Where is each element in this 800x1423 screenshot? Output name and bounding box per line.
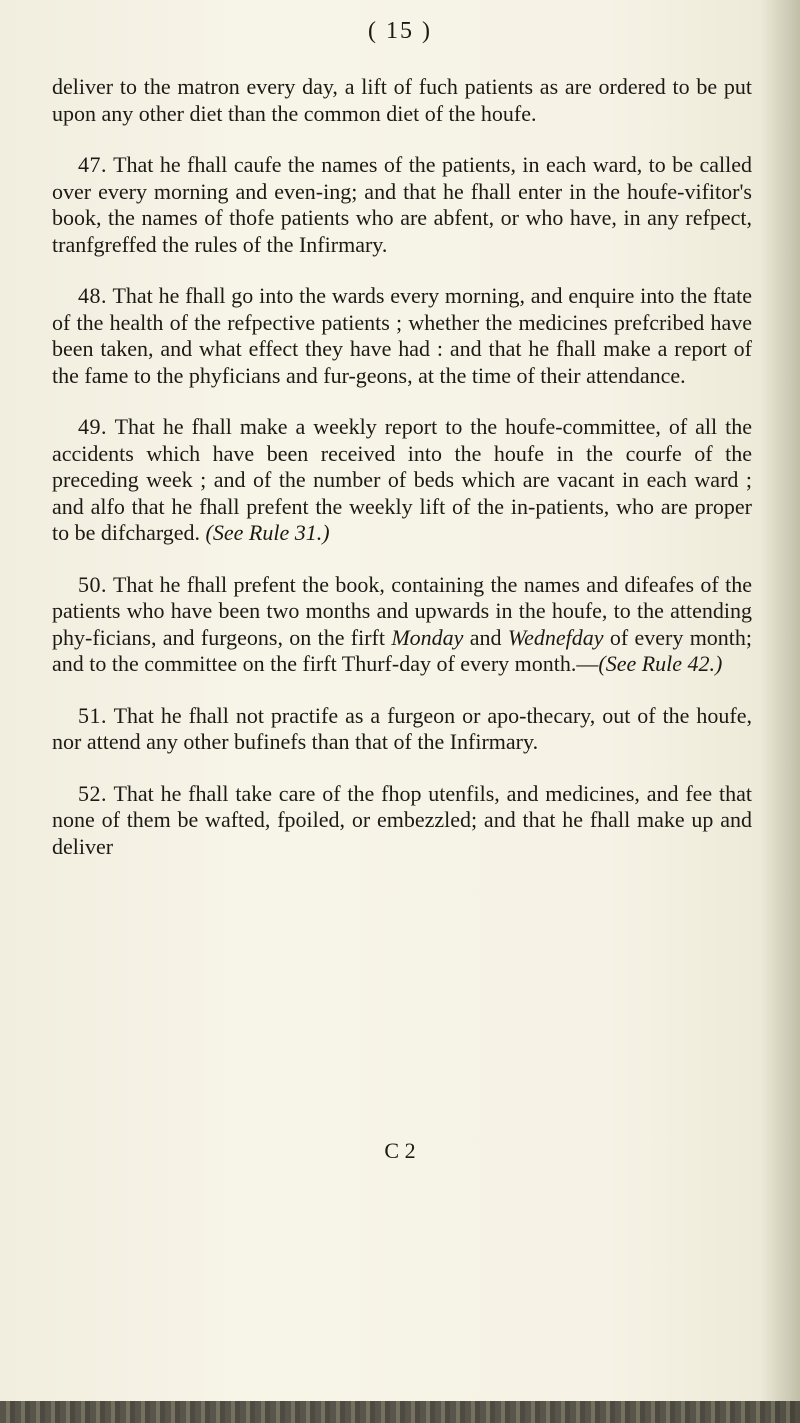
rule-reference: (See Rule 31.): [205, 520, 330, 545]
rule-number: 49.: [78, 414, 107, 439]
rule-text-continued: of every month; and to the committee on the firft Thurf-day of every month.—: [52, 624, 753, 676]
rule-51: [52, 703, 752, 756]
rule-text: That he fhall prefent the book, containing the names and difeafes of the patients who have been two months and upwards in the houfe, to the attending phy-ficians, and furgeons, on the firft: [52, 571, 752, 650]
rule-number: 47.: [78, 152, 107, 177]
rule-52: [52, 781, 752, 861]
rule-text: That he fhall take care of the fhop utenfils, and medicines, and fee that none of them be wafted, fpoiled, or embezzled; and that he fhall make up and deliver: [52, 780, 752, 859]
body-text: [52, 74, 752, 885]
page-bottom-edge: [0, 1401, 800, 1423]
page-number: ( 15 ): [368, 18, 432, 44]
rule-48: [52, 283, 752, 389]
rule-number: 52.: [78, 780, 107, 806]
rule-47: [52, 152, 752, 258]
rule-reference: (See Rule 42.): [598, 651, 723, 676]
rule-text: That he fhall not practife as a furgeon or apo-thecary, out of the houfe, nor attend any other bufinefs than that of the Infirmary.: [52, 702, 753, 754]
binding-gutter: [760, 0, 800, 1423]
rule-49: [52, 414, 752, 547]
day-wednesday: Wednefday: [507, 624, 604, 650]
rule-number: 48.: [78, 283, 107, 308]
rule-number: 51.: [78, 702, 107, 728]
continuation-paragraph: deliver to the matron every day, a lift of fuch patients as are ordered to be put upon any other diet than the common diet of the houfe.: [52, 74, 752, 126]
signature-mark: C 2: [384, 1138, 416, 1163]
rule-text: That he fhall make a weekly report to the houfe-committee, of all the accidents which have been received into the houfe in the courfe of the preceding week ; and of the number of beds which are vacant in each ward ; and alfo that he fhall prefent the weekly lift of the in-patients, who are proper to be difcharged.: [52, 414, 752, 545]
day-monday: Monday: [391, 624, 464, 650]
rule-number: 50.: [78, 571, 107, 597]
rule-text: That he fhall caufe the names of the patients, in each ward, to be called over every morning and even-ing; and that he fhall enter in the houfe-vifitor's book, the names of thofe patients who are abfent, or who have, in any refpect, tranfgreffed the rules of the Infirmary.: [52, 152, 752, 257]
rule-50: [52, 572, 752, 678]
rule-text: That he fhall go into the wards every morning, and enquire into the ftate of the health of the refpective patients ; whether the medicines prefcribed have been taken, and what effect they have had : and that he fhall make a report of the fame to the phyficians and fur-geons, at the time of their attendance.: [52, 283, 753, 388]
conjunction: and: [469, 624, 502, 650]
